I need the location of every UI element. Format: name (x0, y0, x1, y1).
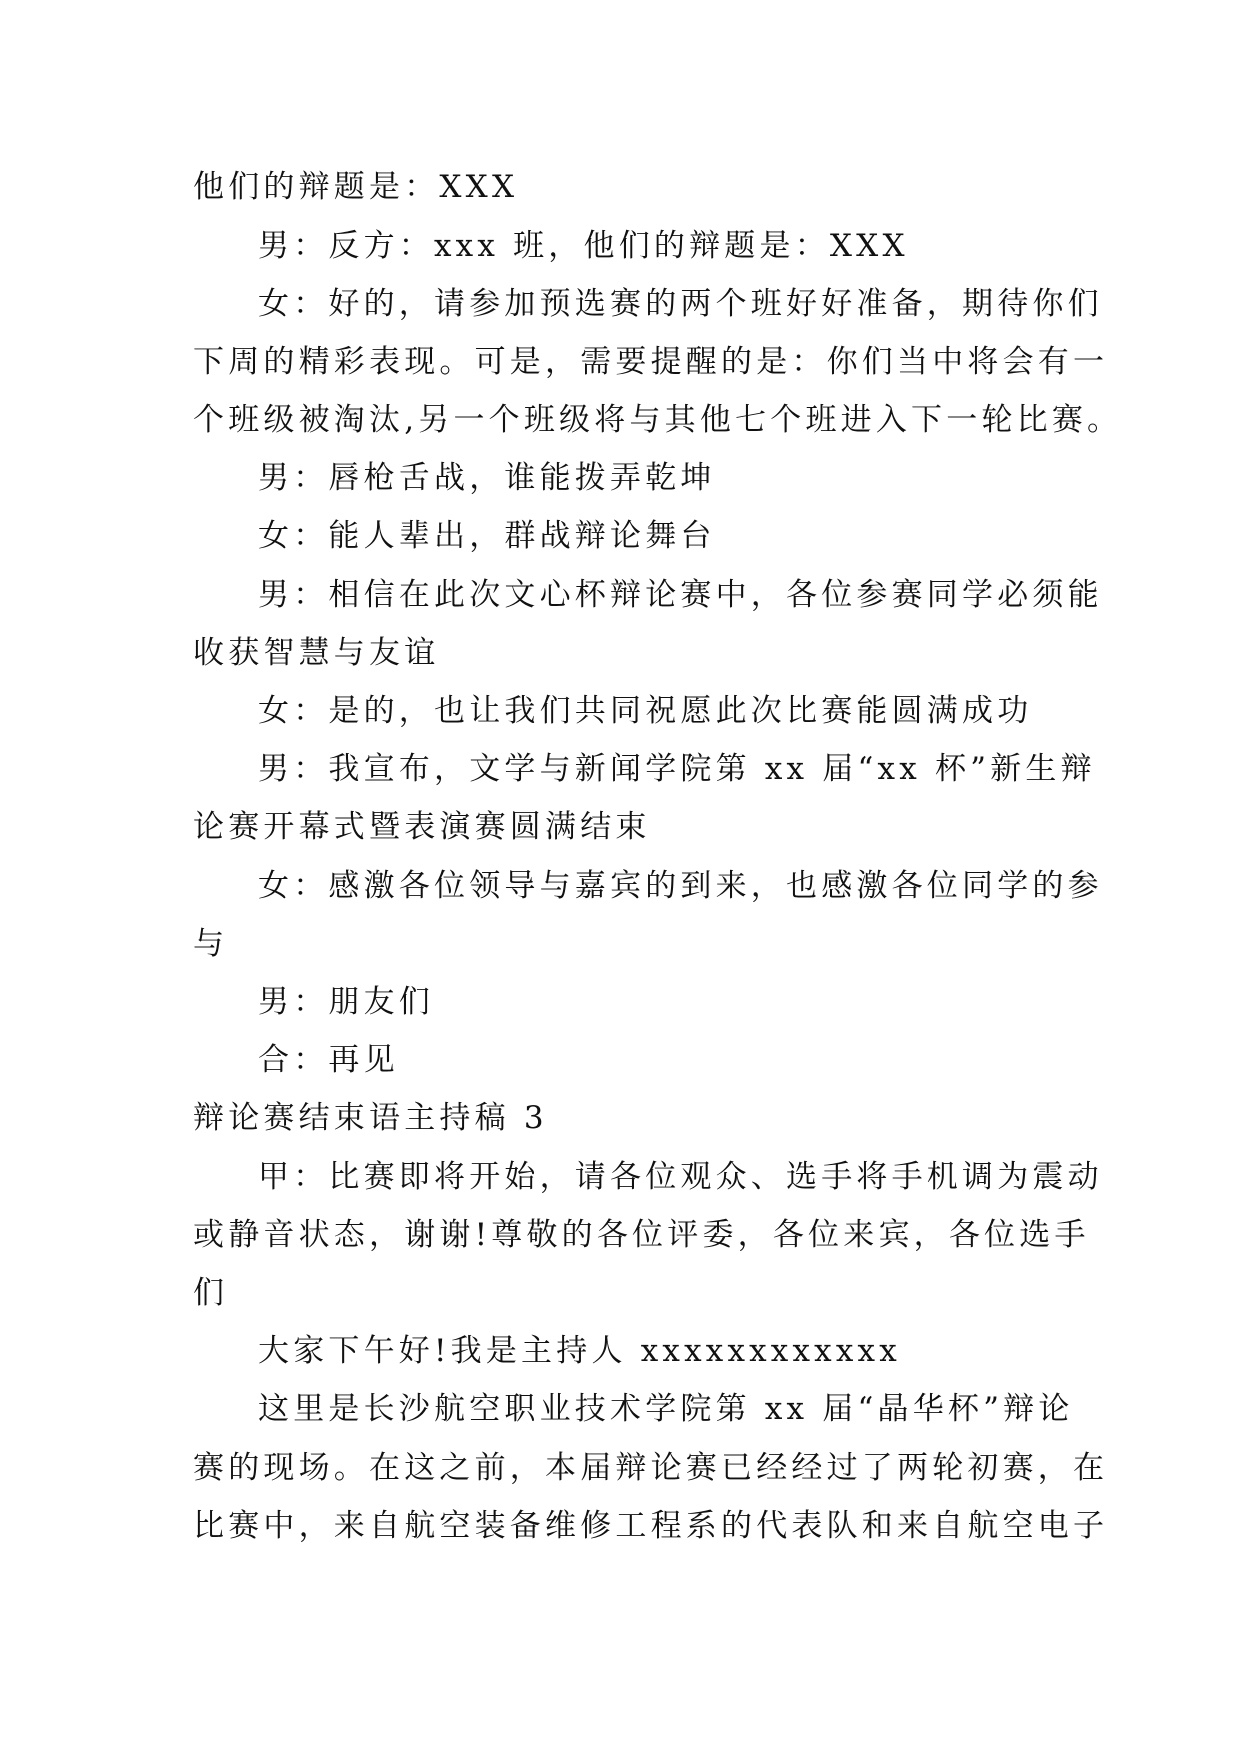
text-line: 男：我宣布，文学与新闻学院第 xx 届“xx 杯”新生辩 (258, 751, 1096, 787)
text-line: 女：能人辈出，群战辩论舞台 (258, 518, 716, 554)
text-line: 女：好的，请参加预选赛的两个班好好准备，期待你们 (258, 286, 1103, 322)
text-line: 男：朋友们 (258, 984, 434, 1020)
text-line: 或静音状态，谢谢!尊敬的各位评委，各位来宾，各位选手 (193, 1217, 1090, 1253)
text-line: 下周的精彩表现。可是，需要提醒的是：你们当中将会有一 (193, 344, 1109, 380)
text-line: 他们的辩题是：XXX (193, 169, 519, 205)
text-line: 合：再见 (258, 1042, 399, 1078)
text-line: 甲：比赛即将开始，请各位观众、选手将手机调为震动 (258, 1159, 1103, 1195)
text-line: 女：是的，也让我们共同祝愿此次比赛能圆满成功 (258, 693, 1033, 729)
text-line: 论赛开幕式暨表演赛圆满结束 (193, 809, 651, 845)
text-line: 男：唇枪舌战，谁能拨弄乾坤 (258, 460, 716, 496)
text-line: 们 (193, 1275, 229, 1311)
text-line: 男：相信在此次文心杯辩论赛中，各位参赛同学必须能 (258, 577, 1103, 613)
text-line: 女：感激各位领导与嘉宾的到来，也感激各位同学的参 (258, 868, 1103, 904)
text-line: 男：反方：xxx 班，他们的辩题是：XXX (258, 228, 909, 264)
text-line: 这里是长沙航空职业技术学院第 xx 届“晶华杯”辩论 (258, 1391, 1074, 1427)
text-line: 收获智慧与友谊 (193, 635, 440, 671)
text-line: 比赛中，来自航空装备维修工程系的代表队和来自航空电子 (193, 1508, 1109, 1544)
text-line: 大家下午好!我是主持人 xxxxxxxxxxxx (258, 1333, 901, 1369)
section-heading: 辩论赛结束语主持稿 3 (193, 1100, 548, 1136)
text-line: 与 (193, 926, 229, 962)
text-line: 赛的现场。在这之前，本届辩论赛已经经过了两轮初赛，在 (193, 1450, 1109, 1486)
text-line: 个班级被淘汰,另一个班级将与其他七个班进入下一轮比赛。 (193, 402, 1123, 438)
